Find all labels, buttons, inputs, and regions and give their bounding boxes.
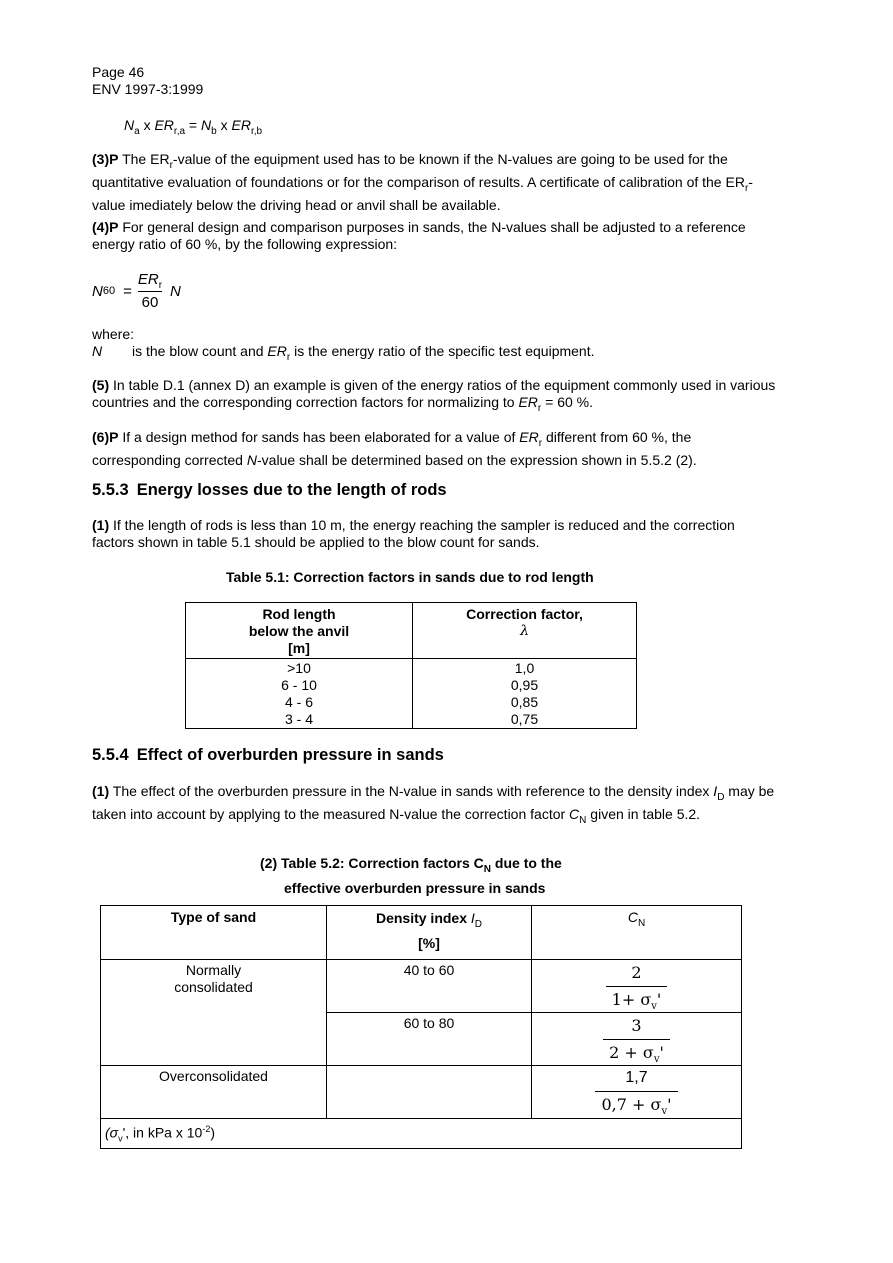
fraction-denominator xyxy=(603,1039,670,1065)
equation-n60 xyxy=(92,271,181,311)
den-prime: ' xyxy=(667,1095,672,1115)
cell-rod-length: 6 - 10 xyxy=(186,677,413,694)
para-text: If a design method for sands has been elaborated for a value of xyxy=(118,429,520,445)
den-subscript: v xyxy=(651,1001,657,1013)
eq-symbol: ER xyxy=(154,117,174,133)
table-row xyxy=(186,659,637,678)
caption-text: due to the xyxy=(491,855,562,871)
eq-subscript: r xyxy=(158,280,163,291)
den-subscript: v xyxy=(653,1054,660,1066)
eq-operator: = xyxy=(185,117,202,133)
den-prime: ' xyxy=(656,990,662,1009)
table-row xyxy=(101,1066,742,1118)
cn-fraction xyxy=(532,1013,741,1065)
fraction-numerator: 3 xyxy=(631,1016,642,1036)
para-text: -value imediately below the driving head or anvil shall be available. xyxy=(92,173,753,213)
section-title: Effect of overburden pressure in sands xyxy=(136,746,444,764)
eq-subscript: 60 xyxy=(102,285,116,297)
header-line: [m] xyxy=(288,640,310,656)
table-5-2 xyxy=(100,905,742,1149)
standard-id: ENV 1997-3:1999 xyxy=(92,81,204,97)
para-symbol: N xyxy=(246,451,257,468)
cell-density xyxy=(327,1066,532,1118)
clause-label: (1) xyxy=(92,783,110,799)
section-title: Energy losses due to the length of rods xyxy=(136,481,447,499)
table-footnote-row xyxy=(101,1118,742,1148)
fraction-denominator xyxy=(595,1091,677,1117)
header-text: Density index xyxy=(375,910,471,926)
cell-cn-formula xyxy=(532,960,742,1013)
eq-subscript: a xyxy=(134,125,140,137)
clause-label: (1) xyxy=(92,517,110,533)
den-prime: ' xyxy=(659,1043,664,1063)
para-subscript: r xyxy=(537,402,542,414)
cell-density: 40 to 60 xyxy=(327,960,532,1013)
den-subscript: v xyxy=(661,1106,668,1118)
eq-operator: x xyxy=(139,117,155,133)
cell-rod-length: 3 - 4 xyxy=(186,711,413,729)
para-text: may be taken into account by applying to the measured N-value the correction factor xyxy=(92,783,775,822)
para-subscript: r xyxy=(538,437,543,449)
para-text: If the length of rods is less than 10 m, the energy reaching the sampler is reduced and the correction factors shown in table 5.1 should be applied to the blow count for sands. xyxy=(92,517,735,550)
cell-correction-factor: 0,75 xyxy=(413,711,637,729)
footnote-text: ) xyxy=(210,1124,216,1141)
footnote-superscript: -2 xyxy=(202,1123,211,1134)
section-number: 5.5.4 xyxy=(92,746,129,764)
header-subscript: D xyxy=(474,918,483,930)
footnote-text: ', in kPa x 10 xyxy=(122,1124,203,1141)
paragraph-3p xyxy=(92,151,772,214)
header-subscript: N xyxy=(637,917,646,929)
cell-correction-factor: 0,95 xyxy=(413,677,637,694)
paragraph-5-5-4-1 xyxy=(92,783,782,829)
para-symbol: ER xyxy=(518,394,538,410)
para-subscript: N xyxy=(579,814,587,826)
para-symbol: C xyxy=(569,805,580,822)
equation-energy-equivalence xyxy=(124,117,262,137)
cell-type-overconsolidated: Overconsolidated xyxy=(101,1066,327,1118)
table-row xyxy=(101,960,742,1013)
eq-operator: x xyxy=(216,117,232,133)
section-number: 5.5.3 xyxy=(92,481,129,499)
page-number: Page 46 xyxy=(92,64,145,80)
fraction-numerator: 1,7 xyxy=(625,1069,648,1087)
paragraph-5 xyxy=(92,377,782,417)
footnote-text: (σ xyxy=(105,1124,119,1141)
header-density-index xyxy=(327,906,532,960)
cell-type-normally-consolidated xyxy=(101,960,327,1066)
def-text: is the energy ratio of the specific test equipment. xyxy=(290,343,595,359)
header-cn xyxy=(532,906,742,960)
table-footnote xyxy=(101,1118,742,1148)
eq-subscript: r,b xyxy=(250,125,263,137)
den-text: 0,7 + σ xyxy=(601,1095,662,1115)
table-row xyxy=(186,711,637,729)
paragraph-6p xyxy=(92,429,782,469)
para-subscript: r xyxy=(744,182,749,194)
para-text: For general design and comparison purposes in sands, the N-values shall be adjusted to a reference energy ratio of 60 %, by the following expression: xyxy=(92,219,746,252)
eq-symbol: N xyxy=(170,282,181,300)
eq-subscript: b xyxy=(211,125,217,137)
para-subscript: r xyxy=(169,159,173,171)
def-subscript: r xyxy=(286,351,291,363)
cell-rod-length: >10 xyxy=(186,659,413,678)
header-line: below the anvil xyxy=(248,623,350,639)
eq-operator: = xyxy=(123,282,132,300)
header-correction-factor xyxy=(413,603,637,659)
section-heading-5-5-3 xyxy=(92,481,447,500)
header-rod-length xyxy=(186,603,413,659)
para-symbol: I xyxy=(713,783,718,799)
cell-cn-formula xyxy=(532,1013,742,1066)
header-symbol: I xyxy=(470,910,475,926)
para-text: The effect of the overburden pressure in the N-value in sands with reference to the density index xyxy=(109,783,714,799)
cell-rod-length: 4 - 6 xyxy=(186,694,413,711)
table-5-2-caption xyxy=(260,854,640,897)
table-5-1-caption: Table 5.1: Correction factors in sands due to rod length xyxy=(226,569,594,585)
cell-density: 60 to 80 xyxy=(327,1013,532,1066)
clause-label: (4)P xyxy=(92,219,119,235)
para-text: The ER xyxy=(118,151,170,167)
cn-fraction xyxy=(532,1066,741,1117)
clause-label: (3)P xyxy=(92,151,119,167)
paragraph-4p xyxy=(92,219,772,253)
eq-symbol: ER xyxy=(231,117,251,133)
table-row xyxy=(186,694,637,711)
cell-correction-factor: 1,0 xyxy=(413,659,637,678)
eq-symbol: N xyxy=(201,117,212,133)
table-header-row xyxy=(101,906,742,960)
def-symbol: ER xyxy=(267,343,287,359)
cell-text: Normally consolidated xyxy=(174,962,253,995)
header-symbol: C xyxy=(627,909,638,925)
eq-numerator: ER xyxy=(137,271,159,288)
footnote-subscript: v xyxy=(118,1133,123,1144)
lambda-symbol: λ xyxy=(520,623,529,639)
table-header-row xyxy=(186,603,637,659)
caption-text: (2) Table 5.2: Correction factors C xyxy=(260,855,484,871)
den-text: 2 + σ xyxy=(609,1043,654,1063)
cell-correction-factor: 0,85 xyxy=(413,694,637,711)
paragraph-5-5-3-1 xyxy=(92,517,772,551)
header-type-of-sand: Type of sand xyxy=(101,906,327,960)
def-text: is the blow count and xyxy=(132,343,268,359)
clause-label: (6)P xyxy=(92,429,119,445)
eq-symbol: N xyxy=(92,282,103,300)
para-text: given in table 5.2. xyxy=(586,805,701,822)
table-row xyxy=(186,677,637,694)
para-text: -value of the equipment used has to be known if the N-values are going to be used for the quantitative evaluation of foundations or for the comparison of results. A certificate of calibration of the ER xyxy=(92,151,745,190)
den-text: 1+ σ xyxy=(611,990,652,1009)
para-subscript: D xyxy=(717,791,725,803)
eq-subscript: r,a xyxy=(173,125,186,137)
header-line: Rod length xyxy=(262,606,336,622)
where-definition xyxy=(92,343,782,363)
eq-symbol: N xyxy=(124,117,135,133)
section-heading-5-5-4 xyxy=(92,746,444,765)
caption-subscript: N xyxy=(483,863,492,875)
caption-line-2: effective overburden pressure in sands xyxy=(284,879,546,896)
eq-fraction xyxy=(134,271,166,311)
def-symbol: N xyxy=(92,343,103,359)
header-unit: [%] xyxy=(418,934,440,951)
para-text: -value shall be determined based on the expression shown in 5.5.2 (2). xyxy=(257,451,697,468)
clause-label: (5) xyxy=(92,377,110,393)
fraction-numerator: 2 xyxy=(631,963,642,982)
para-text: = 60 %. xyxy=(541,394,594,410)
eq-denominator: 60 xyxy=(138,291,163,311)
header-line: Correction factor, xyxy=(466,606,583,622)
para-symbol: ER xyxy=(519,429,539,445)
cell-cn-formula xyxy=(532,1066,742,1118)
table-5-1 xyxy=(185,602,637,729)
para-text: different from 60 %, the corresponding corrected xyxy=(92,429,692,468)
where-label: where: xyxy=(92,326,135,342)
fraction-denominator xyxy=(606,986,668,1012)
para-text: In table D.1 (annex D) an example is given of the energy ratios of the equipment commonly used in various countries and the corresponding correction factors for normalizing to xyxy=(92,377,776,410)
cn-fraction xyxy=(532,960,741,1012)
